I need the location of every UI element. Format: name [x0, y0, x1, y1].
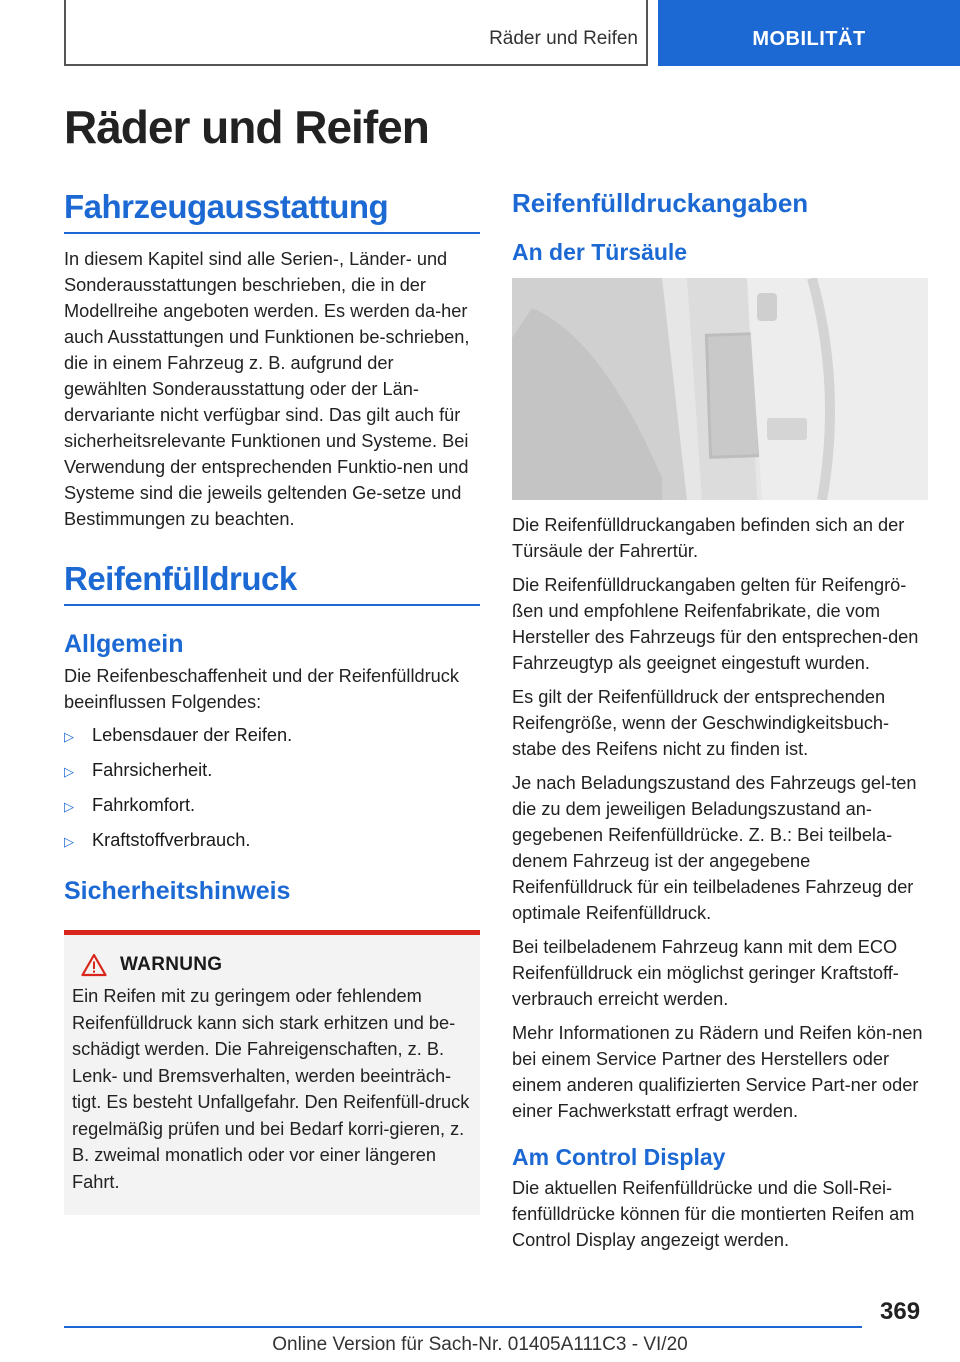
influence-list [64, 722, 480, 855]
triangle-bullet-icon: ▷ [64, 834, 74, 849]
left-column [64, 188, 480, 1215]
heading-equipment: Fahrzeugausstattung [64, 188, 480, 234]
heading-safety-note: Sicherheitshinweis [64, 877, 291, 905]
warning-label: WARNUNG [120, 954, 223, 975]
triangle-bullet-icon: ▷ [64, 764, 74, 779]
paragraph-5: Bei teilbeladenem Fahrzeug kann mit dem ECO Reifenfülldruck ein möglichst geringer Kraftstoff-verbrauch erreicht werden. [512, 937, 899, 1009]
list-item: ▷ Fahrkomfort. [64, 792, 480, 820]
heading-control-display: Am Control Display [512, 1144, 726, 1170]
paragraph-general: Die Reifenbeschaffenheit und der Reifenfülldruck beeinflussen Folgendes: [64, 666, 459, 712]
warning-header [72, 953, 472, 977]
warning-box [64, 930, 480, 1215]
paragraph-2: Die Reifenfülldruckangaben gelten für Reifengrö-ßen und empfohlene Reifenfabrikate, die vom Hersteller des Fahrzeugs für den entsprechen-den Fahrzeugtyp als geeignet eingestuft wurden. [512, 575, 919, 673]
heading-general: Allgemein [64, 630, 184, 658]
list-item: ▷ Fahrsicherheit. [64, 757, 480, 785]
heading-door-pillar: An der Türsäule [512, 239, 688, 265]
warning-triangle-icon [74, 953, 114, 977]
paragraph-equipment: In diesem Kapitel sind alle Serien-, Länder- und Sonderausstattungen beschrieben, die in der Modellreihe angeboten werden. Es werden da-her auch Ausstattungen und Funktionen be-schrieben, die in einem Fahrzeug z. B. aufgrund der gewählten Sonderausstattung oder der Län-dervariante nicht verfügbar sind. Das gilt auch für sicherheitsrelevante Funktionen und Systeme. Bei Verwendung der entsprechenden Funktio-nen und Systeme sind die jeweils geltenden Ge-setze und Bestimmungen zu beachten. [64, 249, 470, 529]
list-item: ▷ Kraftstoffverbrauch. [64, 827, 480, 855]
page-number: 369 [880, 1298, 921, 1325]
paragraph-4: Je nach Beladungszustand des Fahrzeugs gel-ten die zu dem jeweiligen Beladungszustand an-gegebenen Reifenfülldrücke. Z. B.: Bei teilbela-denem Fahrzeug ist der angegebene Reifenfülldruck für ein teilbeladenes Fahrzeug der optimale Reifenfülldruck. [512, 773, 917, 923]
triangle-bullet-icon: ▷ [64, 729, 74, 744]
list-item: ▷ Lebensdauer der Reifen. [64, 722, 480, 750]
right-column [512, 188, 928, 1253]
heading-tire-pressure: Reifenfülldruck [64, 560, 480, 606]
paragraph-1: Die Reifenfülldruckangaben befinden sich an der Türsäule der Fahrertür. [512, 515, 905, 561]
paragraph-6: Mehr Informationen zu Rädern und Reifen kön-nen bei einem Service Partner des Herstellers oder einem anderen qualifizierten Service Part-ner oder einer Fachwerkstatt erfragt werden. [512, 1023, 923, 1121]
paragraph-3: Es gilt der Reifenfülldruck der entsprechenden Reifengröße, wenn der Geschwindigkeitsbuch-stabe des Reifens nicht zu finden ist. [512, 687, 890, 759]
header-section-title: Räder und Reifen [489, 28, 638, 49]
header-tab-mobility[interactable]: MOBILITÄT [658, 0, 960, 66]
footer-online-version: Online Version für Sach-Nr. 01405A111C3 - VI/20 [272, 1334, 688, 1355]
warning-text: Ein Reifen mit zu geringem oder fehlendem Reifenfülldruck kann sich stark erhitzen und be-schädigt werden. Die Fahreigenschaften, z. B. Lenk- und Bremsverhalten, werden beeinträch-tigt. Es besteht Unfallgefahr. Den Reifenfüll-druck regelmäßig prüfen und bei Bedarf korri-gieren, z. B. zweimal monatlich oder vor einer längeren Fahrt. [72, 986, 470, 1192]
heading-pressure-specs: Reifenfülldruckangaben [512, 188, 809, 218]
footer-divider [64, 1326, 862, 1328]
chapter-title: Räder und Reifen [64, 101, 429, 153]
triangle-bullet-icon: ▷ [64, 799, 74, 814]
door-pillar-image [512, 278, 928, 500]
paragraph-7: Die aktuellen Reifenfülldrücke und die Soll-Rei-fenfülldrücke können für die montierten Reifen am Control Display angezeigt werden. [512, 1178, 915, 1250]
